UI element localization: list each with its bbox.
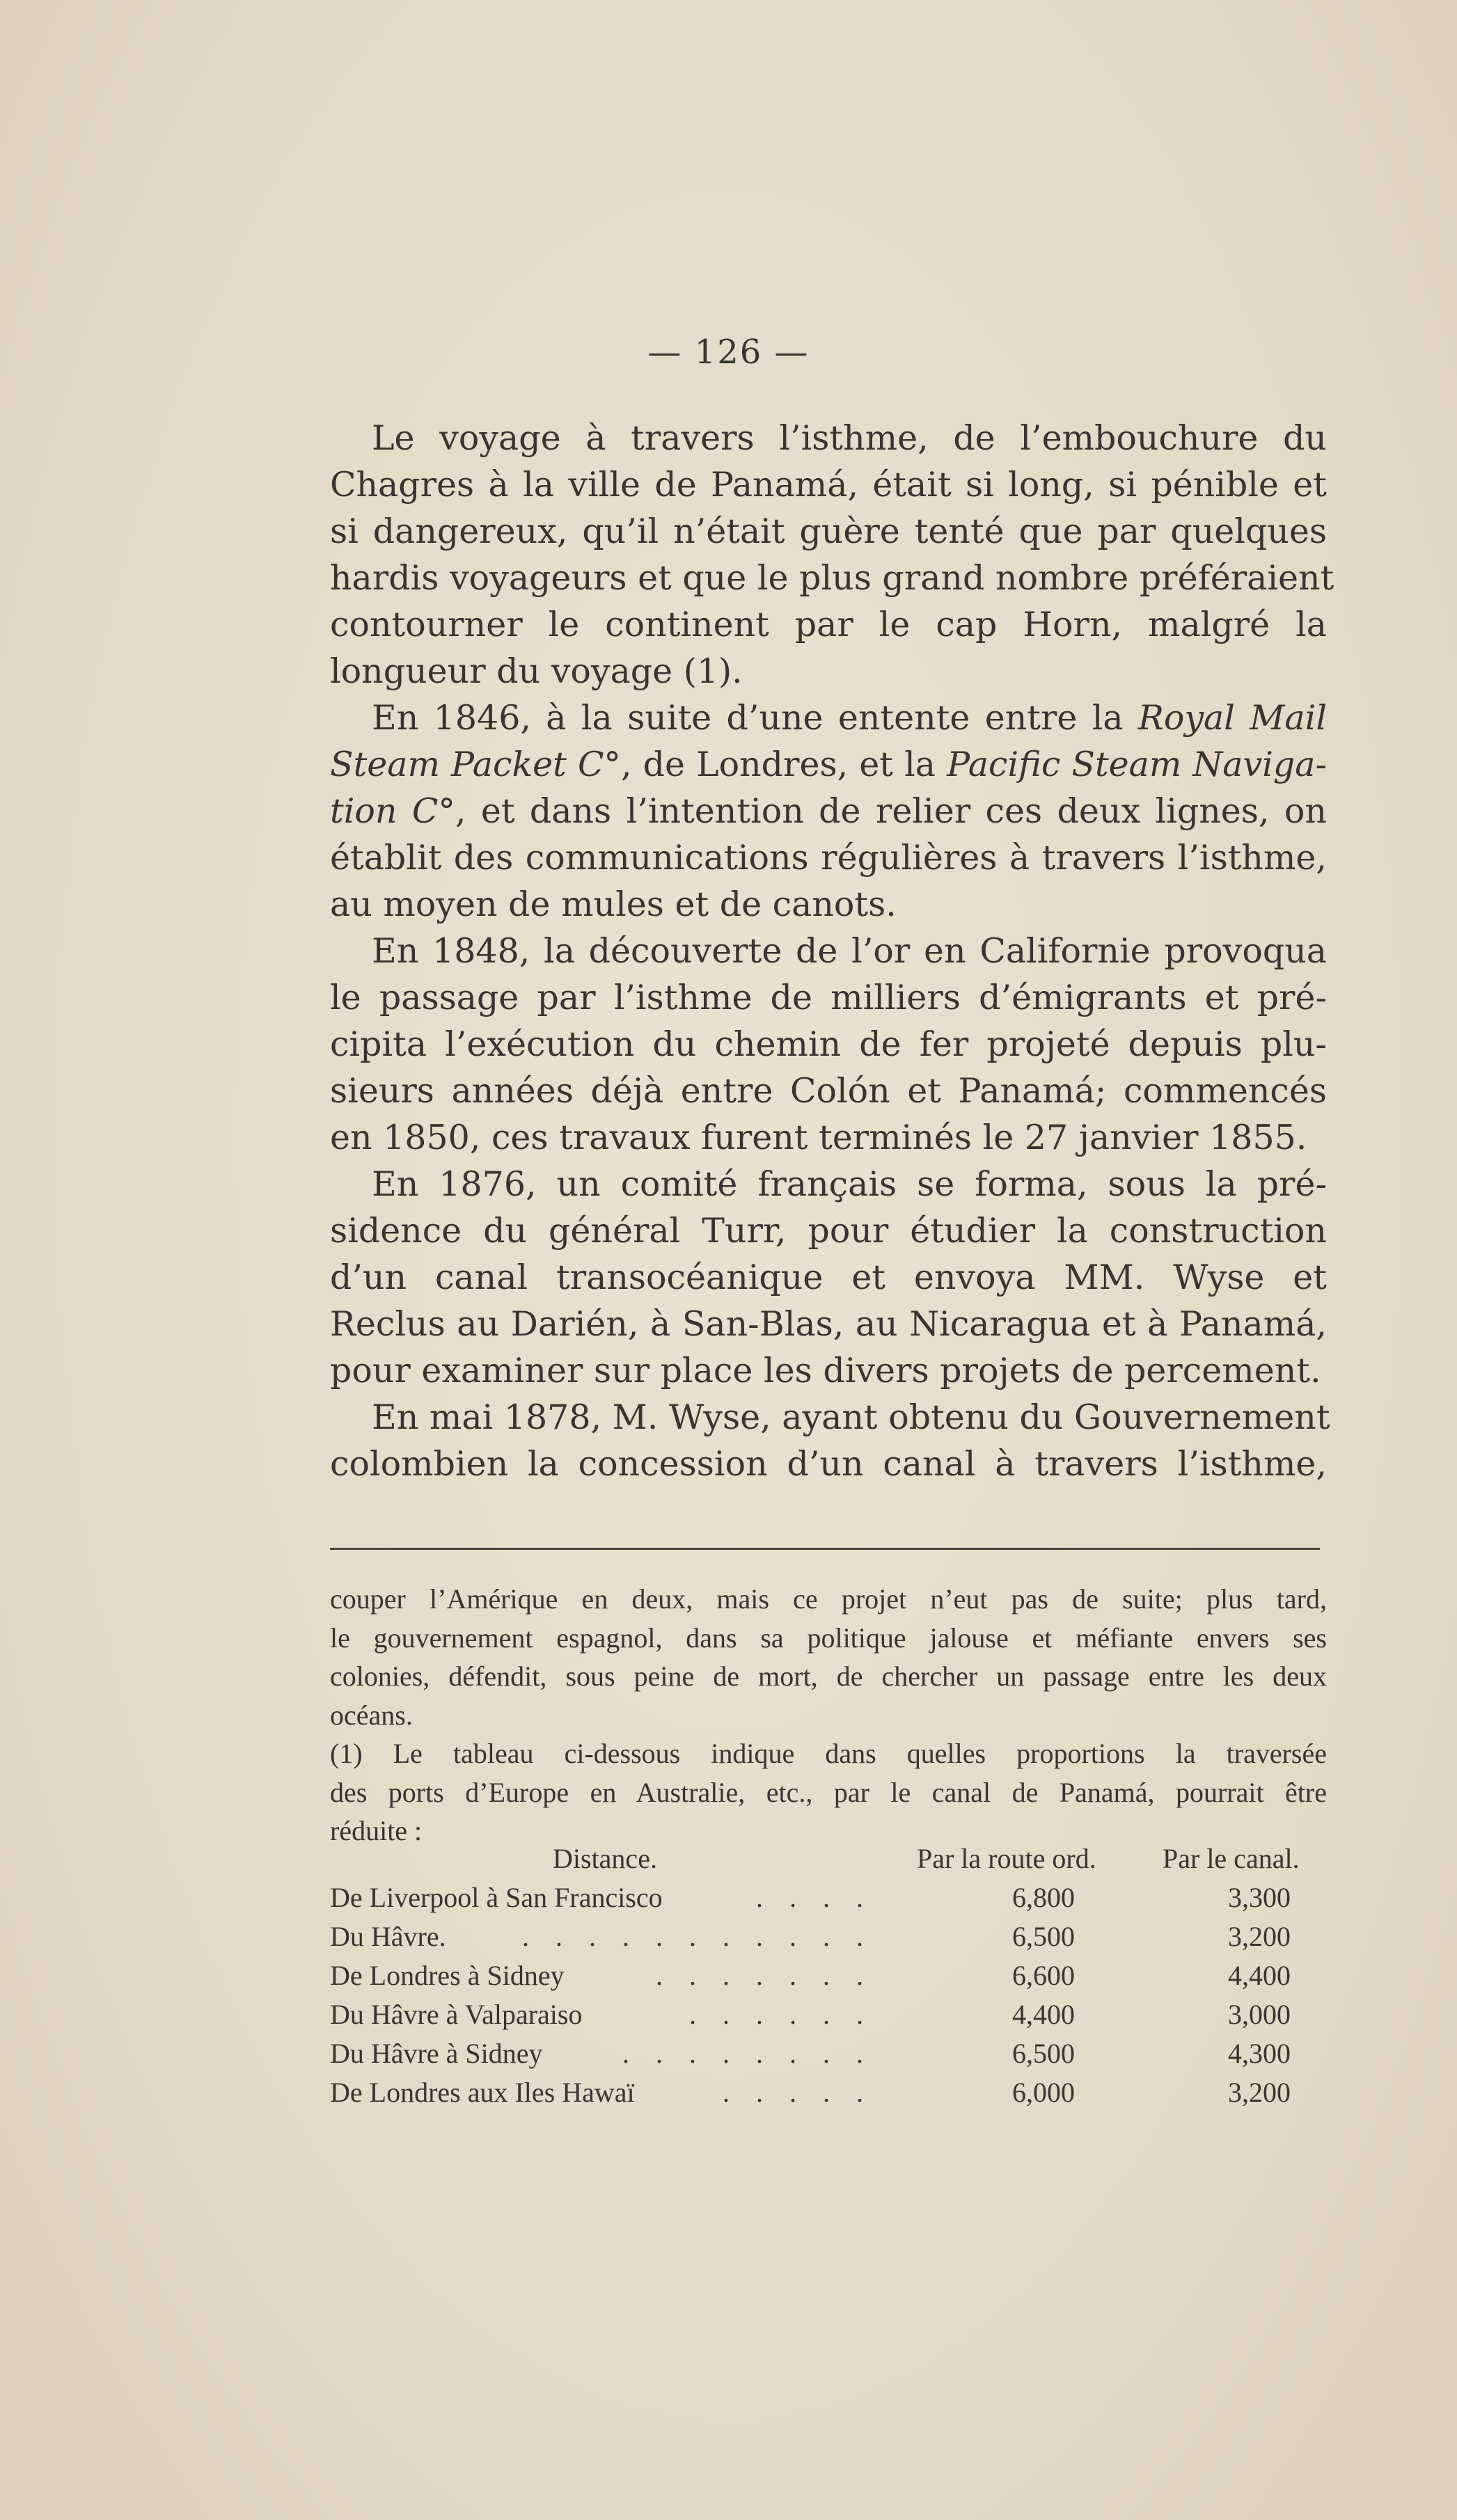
text-segment: sieurs années déjà entre Colón et Panamá; commencés [330,1071,1327,1111]
text-segment: le passage par l’isthme de milliers d’émigrants et pré- [330,978,1327,1017]
text-segment: En mai 1878, M. Wyse, ayant obtenu du Gouvernement [372,1397,1330,1437]
text-line [330,1068,1327,1114]
text-segment: En 1848, la découverte de l’or en Californie provoqua [372,931,1327,971]
table-row [330,1878,1346,1917]
text-line [330,1114,1327,1161]
text-line [330,648,1327,695]
footnote-separator-rule [330,1548,1320,1550]
leader-dots: . . . . [756,1882,873,1913]
footnote-line: océans. [330,1699,413,1731]
route-name: Du Hâvre à Sidney [330,2038,543,2069]
table-row [330,2073,1346,2112]
text-segment: contourner le continent par le cap Horn, malgré la [330,605,1327,644]
route-name: De Liverpool à San Francisco [330,1882,663,1913]
text-segment: , de Londres, et la [620,745,947,784]
text-line [330,741,1327,788]
ordinary-distance: 6,800 [1012,1882,1075,1913]
text-line [330,974,1327,1021]
table-header-row [330,1839,1346,1878]
italic-text: Pacific Steam Naviga- [947,745,1327,784]
text-segment: pour examiner sur place les divers projets de percement. [330,1351,1321,1390]
leader-dots: . . . . . . . . . . . [522,1921,873,1952]
canal-distance: 4,300 [1228,2038,1291,2069]
text-segment: sidence du général Turr, pour étudier la construction [330,1211,1327,1251]
text-line [330,461,1327,508]
table-row [330,1956,1346,1995]
table-row [330,1995,1346,2034]
footnotes [330,1580,1327,1851]
text-segment: si dangereux, qu’il n’était guère tenté que par quelques [330,512,1327,551]
italic-text: Steam Packet C° [330,745,621,784]
canal-distance: 3,200 [1228,2077,1291,2108]
text-line [330,555,1334,601]
text-line [330,1347,1327,1394]
text-segment: , et dans l’intention de relier ces deux lignes, on [455,791,1327,831]
text-line [330,1441,1327,1487]
leader-dots: . . . . . . . [656,1960,873,1991]
text-segment: colombien la concession d’un canal à travers l’isthme, [330,1444,1327,1484]
text-segment: cipita l’exécution du chemin de fer projeté depuis plu- [330,1024,1327,1064]
ordinary-distance: 6,000 [1012,2077,1075,2108]
text-line [330,834,1327,881]
text-line [330,415,1327,461]
ordinary-distance: 6,500 [1012,1921,1075,1952]
canal-distance: 3,200 [1228,1921,1291,1952]
leader-dots: . . . . . . [689,1999,873,2030]
italic-text: tion C° [330,791,455,831]
text-line [330,1161,1327,1207]
text-line [330,1207,1327,1254]
table-row [330,2034,1346,2073]
text-line [330,928,1327,974]
text-segment: En 1876, un comité français se forma, sous la pré- [372,1164,1327,1204]
ordinary-distance: 6,600 [1012,1960,1075,1991]
text-line [330,695,1327,741]
leader-dots: . . . . . . . . [622,2038,873,2069]
header-canal: Par le canal. [1163,1843,1300,1874]
footnote-line: (1) Le tableau ci-dessous indique dans quelles proportions la traversée [330,1738,1327,1769]
text-line [330,508,1327,555]
italic-text: Royal Mail [1137,698,1328,738]
text-segment: au moyen de mules et de canots. [330,885,897,924]
text-line [330,1301,1327,1347]
route-name: De Londres à Sidney [330,1960,565,1991]
text-segment: établit des communications régulières à travers l’isthme, [330,838,1327,878]
footnote-line: réduite : [330,1815,423,1846]
route-name: Du Hâvre. [330,1921,446,1952]
canal-distance: 3,300 [1228,1882,1291,1913]
text-segment: En 1846, à la suite d’une entente entre la [372,698,1138,738]
footnote-line: couper l’Amérique en deux, mais ce projet n’eut pas de suite; plus tard, [330,1583,1327,1615]
ordinary-distance: 6,500 [1012,2038,1075,2069]
route-name: Du Hâvre à Valparaiso [330,1999,583,2030]
text-segment: d’un canal transocéanique et envoya MM. Wyse et [330,1258,1327,1297]
footnote-line: le gouvernement espagnol, dans sa politique jalouse et méfiante envers ses [330,1622,1327,1654]
text-segment: Reclus au Darién, à San-Blas, au Nicaragua et à Panamá, [330,1304,1327,1344]
canal-distance: 3,000 [1228,1999,1291,2030]
ordinary-distance: 4,400 [1012,1999,1075,2030]
footnote-line: colonies, défendit, sous peine de mort, de chercher un passage entre les deux [330,1661,1327,1692]
text-segment: longueur du voyage (1). [330,651,743,691]
header-distance: Distance. [553,1843,657,1874]
text-line [330,601,1327,648]
header-ordinary-route: Par la route ord. [917,1843,1096,1874]
text-line [330,1394,1330,1441]
canal-distance: 4,400 [1228,1960,1291,1991]
text-segment: Le voyage à travers l’isthme, de l’embouchure du [372,418,1327,458]
text-line [330,881,1327,928]
leader-dots: . . . . . [723,2077,873,2108]
text-line [330,788,1327,834]
text-segment: Chagres à la ville de Panamá, était si long, si pénible et [330,465,1327,505]
distance-table [330,1839,1346,2112]
text-line [330,1254,1327,1301]
text-line [330,1021,1327,1068]
footnote-line: des ports d’Europe en Australie, etc., par le canal de Panamá, pourrait être [330,1776,1327,1808]
table-row [330,1917,1346,1956]
text-segment: hardis voyageurs et que le plus grand nombre préféraient [330,558,1334,598]
body-text [330,415,1334,1487]
text-segment: en 1850, ces travaux furent terminés le 27 janvier 1855. [330,1118,1307,1157]
page-number: — 126 — [647,333,810,372]
route-name: De Londres aux Iles Hawaï [330,2077,635,2108]
